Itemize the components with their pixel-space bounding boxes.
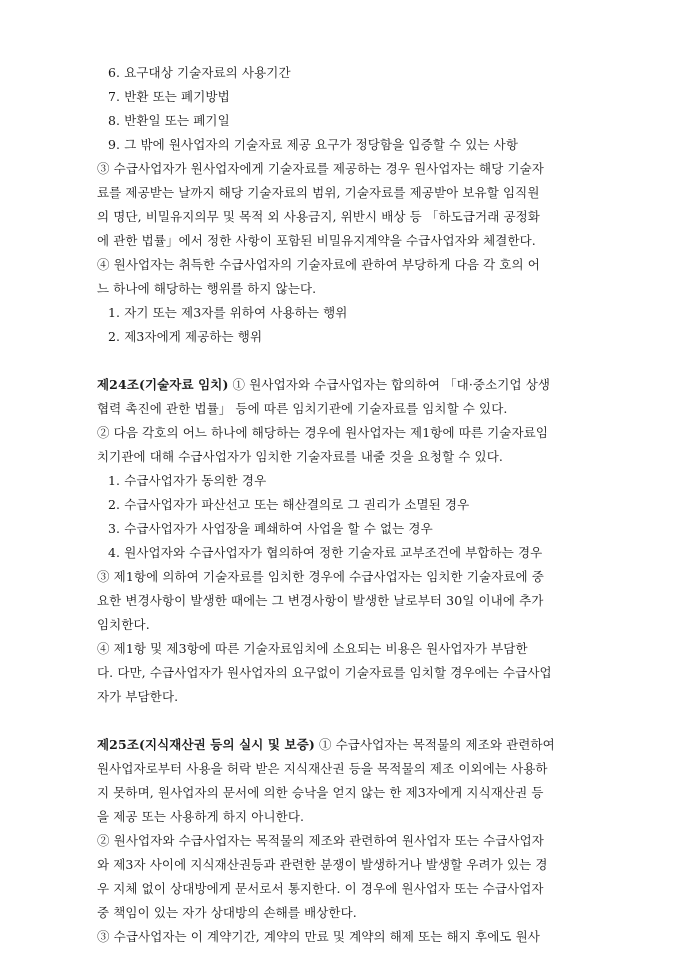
paragraph-line: 임치한다. <box>97 617 150 632</box>
paragraph-line: 협력 촉진에 관한 법률」 등에 따른 임치기관에 기술자료를 임치할 수 있다. <box>97 401 508 416</box>
article-24-first-line <box>97 376 550 394</box>
list-item: 8. 반환일 또는 폐기일 <box>108 113 230 128</box>
paragraph-line: 의 명단, 비밀유지의무 및 목적 외 사용금지, 위반시 배상 등 「하도급거래 공정화 <box>97 209 540 224</box>
list-item: 1. 수급사업자가 동의한 경우 <box>108 473 267 488</box>
paragraph-text: ① 원사업자와 수급사업자는 합의하여 「대·중소기업 상생 <box>228 377 551 392</box>
paragraph-line: 지 못하며, 원사업자의 문서에 의한 승낙을 얻지 않는 한 제3자에게 지식재산권 등 <box>97 785 544 800</box>
paragraph-line: ③ 수급사업자는 이 계약기간, 계약의 만료 및 계약의 해제 또는 해지 후에도 원사 <box>97 929 540 944</box>
paragraph-line: 중 책임이 있는 자가 상대방의 손해를 배상한다. <box>97 905 357 920</box>
paragraph-line: 료를 제공받는 날까지 해당 기술자료의 범위, 기술자료를 제공받아 보유할 임직원 <box>97 185 540 200</box>
paragraph-line: ③ 제1항에 의하여 기술자료를 임치한 경우에 수급사업자는 임치한 기술자료에 중 <box>97 569 544 584</box>
list-item: 4. 원사업자와 수급사업자가 협의하여 정한 기술자료 교부조건에 부합하는 경우 <box>108 545 543 560</box>
paragraph-text: ① 수급사업자는 목적물의 제조와 관련하여 <box>314 737 555 752</box>
list-item: 2. 수급사업자가 파산선고 또는 해산결의로 그 권리가 소멸된 경우 <box>108 497 470 512</box>
paragraph-line: 우 지체 없이 상대방에게 문서로서 통지한다. 이 경우에 원사업자 또는 수급사업자 <box>97 881 544 896</box>
paragraph-line: 와 제3자 사이에 지식재산권등과 관련한 분쟁이 발생하거나 발생할 우려가 있는 경 <box>97 857 548 872</box>
paragraph-line: ② 다음 각호의 어느 하나에 해당하는 경우에 원사업자는 제1항에 따른 기술자료임 <box>97 425 548 440</box>
list-item: 9. 그 밖에 원사업자의 기술자료 제공 요구가 정당함을 입증할 수 있는 사항 <box>108 137 519 152</box>
paragraph-line: 자가 부담한다. <box>97 689 179 704</box>
paragraph-line: 요한 변경사항이 발생한 때에는 그 변경사항이 발생한 날로부터 30일 이내에 추가 <box>97 593 544 608</box>
article-25-first-line <box>97 736 555 754</box>
article-24-heading: 제24조(기술자료 임치) <box>97 377 229 392</box>
list-item: 6. 요구대상 기술자료의 사용기간 <box>108 65 291 80</box>
paragraph-line: 원사업자로부터 사용을 허락 받은 지식재산권 등을 목적물의 제조 이외에는 사용하 <box>97 761 548 776</box>
list-item: 1. 자기 또는 제3자를 위하여 사용하는 행위 <box>108 305 348 320</box>
paragraph-line: ② 원사업자와 수급사업자는 목적물의 제조와 관련하여 원사업자 또는 수급사업자 <box>97 833 544 848</box>
paragraph-line: 에 관한 법률」에서 정한 사항이 포함된 비밀유지계약을 수급사업자와 체결한다. <box>97 233 536 248</box>
list-item: 7. 반환 또는 폐기방법 <box>108 89 230 104</box>
paragraph-line: 을 제공 또는 사용하게 하지 아니한다. <box>97 809 305 824</box>
paragraph-line: 치기관에 대해 수급사업자가 임치한 기술자료를 내줄 것을 요청할 수 있다. <box>97 449 503 464</box>
paragraph-line: 느 하나에 해당하는 행위를 하지 않는다. <box>97 281 317 296</box>
list-item: 3. 수급사업자가 사업장을 폐쇄하여 사업을 할 수 없는 경우 <box>108 521 433 536</box>
article-25-heading: 제25조(지식재산권 등의 실시 및 보증) <box>97 737 315 752</box>
paragraph-line: ③ 수급사업자가 원사업자에게 기술자료를 제공하는 경우 원사업자는 해당 기술자 <box>97 161 544 176</box>
paragraph-line: ④ 제1항 및 제3항에 따른 기술자료임치에 소요되는 비용은 원사업자가 부담한 <box>97 641 528 656</box>
list-item: 2. 제3자에게 제공하는 행위 <box>108 329 263 344</box>
paragraph-line: ④ 원사업자는 취득한 수급사업자의 기술자료에 관하여 부당하게 다음 각 호의 어 <box>97 257 540 272</box>
paragraph-line: 다. 다만, 수급사업자가 원사업자의 요구없이 기술자료를 임치할 경우에는 수급사업 <box>97 665 552 680</box>
